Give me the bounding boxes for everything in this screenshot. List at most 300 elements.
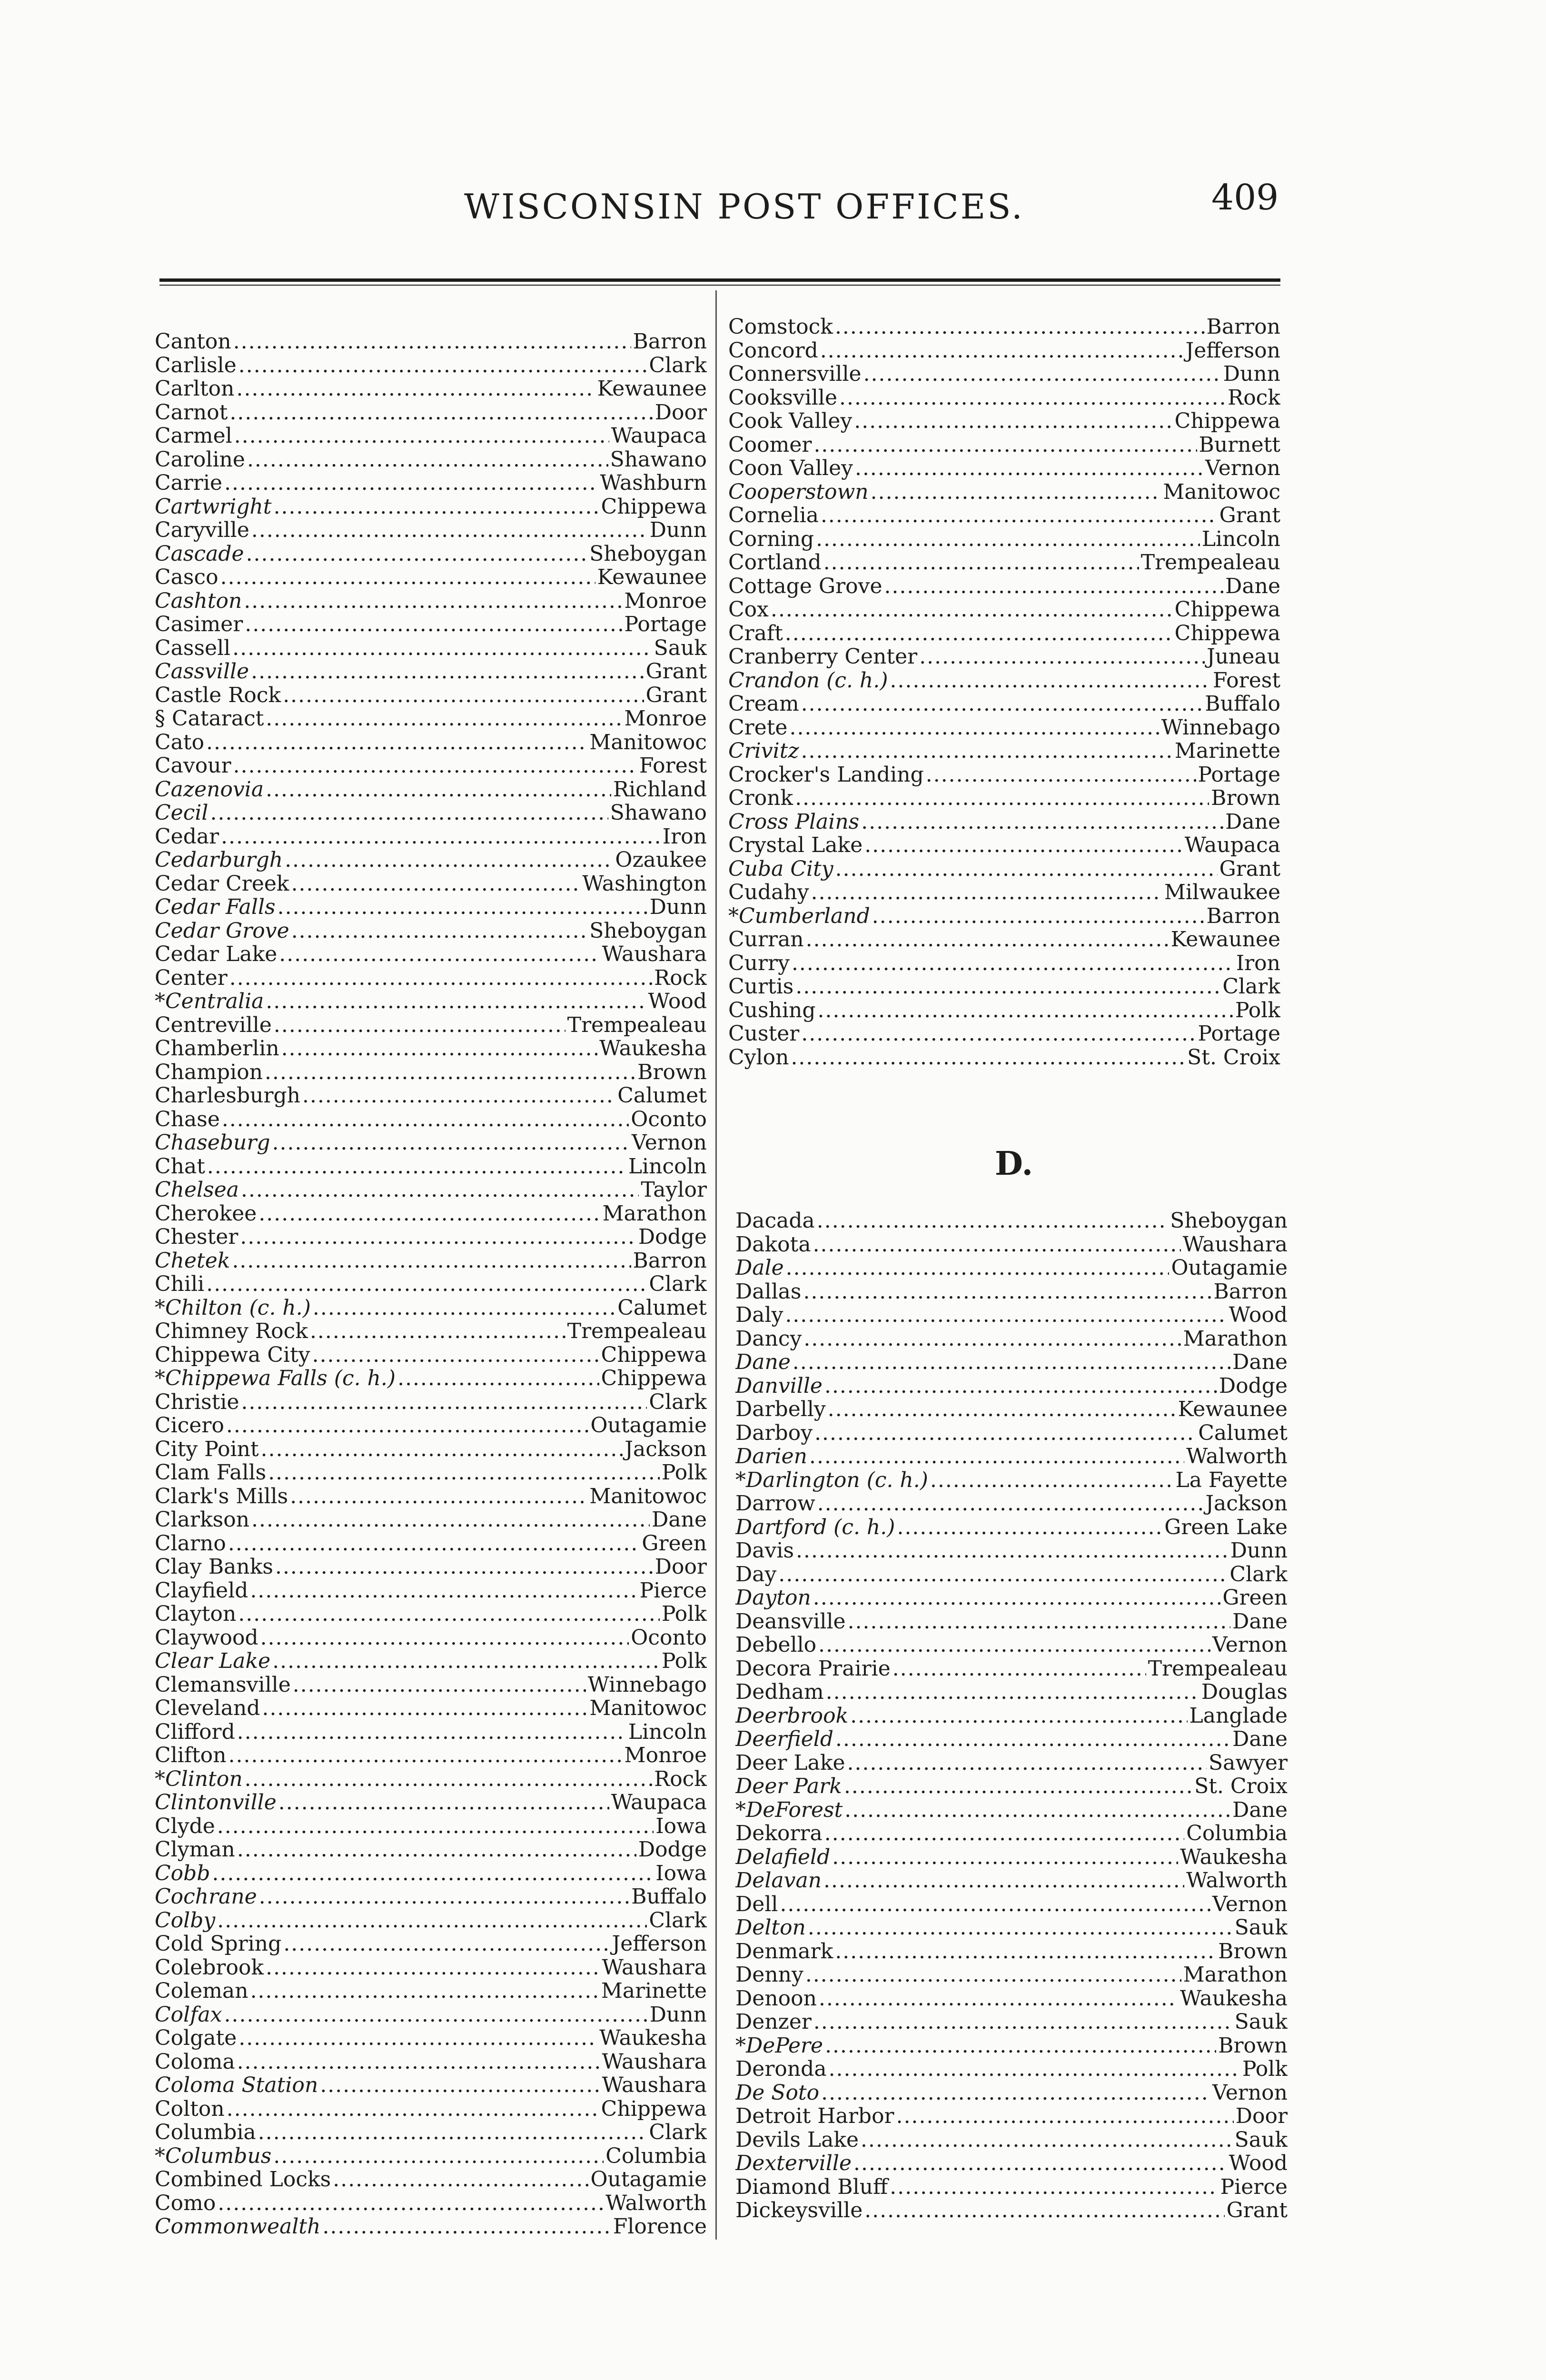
post-office-entry: [155, 1555, 707, 1579]
post-office-name: Chili: [155, 1272, 205, 1296]
right-column-c-entries: [728, 315, 1280, 1069]
post-office-name: Connersville: [728, 362, 862, 386]
county-name: Sheboygan: [1170, 1209, 1288, 1233]
dot-leader: [210, 801, 608, 825]
dot-leader: [814, 1421, 1196, 1445]
post-office-name: Cartwright: [155, 495, 272, 518]
dot-leader: [854, 409, 1172, 433]
post-office-name: Detroit Harbor: [735, 2104, 894, 2128]
post-office-entry: [155, 778, 707, 802]
post-office-entry: [155, 1885, 707, 1909]
county-name: Dodge: [638, 1225, 707, 1249]
dot-leader: [796, 1539, 1229, 1563]
post-office-name: Carlton: [155, 377, 235, 401]
county-name: Dunn: [649, 518, 707, 542]
post-office-entry: [728, 857, 1280, 881]
dot-leader: [828, 1398, 1176, 1421]
post-office-name: Dexterville: [735, 2152, 852, 2175]
dot-leader: [855, 456, 1203, 480]
county-name: Douglas: [1201, 1680, 1288, 1704]
post-office-name: Cicero: [155, 1414, 224, 1438]
post-office-name: Dekorra: [735, 1822, 823, 1845]
post-office-entry: [728, 739, 1280, 763]
post-office-name: Combined Locks: [155, 2168, 331, 2192]
post-office-entry: [728, 598, 1280, 622]
post-office-name: Carlisle: [155, 353, 237, 377]
county-name: Oconto: [631, 1107, 707, 1131]
post-office-entry: [728, 622, 1280, 645]
post-office-entry: [155, 1673, 707, 1697]
post-office-name: Cronk: [728, 786, 793, 810]
post-office-name: Darien: [735, 1445, 807, 1468]
post-office-entry: [155, 448, 707, 472]
post-office-entry: [735, 1398, 1288, 1421]
post-office-entry: [735, 2010, 1288, 2034]
post-office-entry: [155, 1013, 707, 1037]
county-name: Oconto: [631, 1626, 707, 1649]
dot-leader: [805, 1963, 1181, 1987]
dot-leader: [262, 1696, 587, 1720]
dot-leader: [892, 1657, 1146, 1681]
post-office-entry: [735, 1680, 1288, 1704]
county-name: Marathon: [1183, 1963, 1288, 1987]
post-office-name: Carmel: [155, 424, 232, 448]
post-office-entry: [735, 1516, 1288, 1539]
dot-leader: [217, 1815, 654, 1838]
county-name: Dane: [1232, 1609, 1288, 1633]
post-office-name: Dakota: [735, 1232, 811, 1256]
post-office-name: Cortland: [728, 551, 822, 575]
post-office-name: Clifton: [155, 1744, 227, 1767]
dot-leader: [864, 2199, 1224, 2222]
county-name: Dodge: [1219, 1374, 1288, 1398]
post-office-entry: [728, 763, 1280, 787]
post-office-entry: [728, 315, 1280, 339]
post-office-entry: [155, 401, 707, 425]
post-office-entry: [155, 1296, 707, 1320]
county-name: Dunn: [1230, 1539, 1288, 1563]
county-name: Kewaunee: [597, 565, 707, 589]
county-name: Sheboygan: [589, 919, 707, 942]
county-name: Chippewa: [601, 495, 707, 518]
dot-leader: [823, 1869, 1184, 1893]
dot-leader: [232, 636, 652, 660]
county-name: Outagamie: [590, 1414, 707, 1438]
post-office-entry: [155, 1084, 707, 1108]
post-office-entry: [735, 1869, 1288, 1893]
county-name: Waukesha: [1180, 1845, 1288, 1869]
county-name: Clark: [649, 1390, 707, 1414]
post-office-name: Coleman: [155, 1979, 248, 2003]
post-office-name: Daly: [735, 1303, 783, 1327]
county-name: Polk: [1235, 998, 1280, 1022]
post-office-entry: [155, 990, 707, 1013]
post-office-name: Cedar: [155, 824, 219, 848]
dot-leader: [238, 2026, 597, 2050]
post-office-entry: [735, 1798, 1288, 1822]
dot-leader: [265, 1061, 635, 1084]
post-office-name: Cornelia: [728, 504, 819, 527]
post-office-entry: [735, 2104, 1288, 2128]
post-office-name: Colton: [155, 2097, 225, 2121]
post-office-entry: [728, 433, 1280, 457]
county-name: Waushara: [602, 942, 707, 966]
post-office-name: Chester: [155, 1225, 238, 1249]
post-office-entry: [155, 660, 707, 684]
dot-leader: [818, 1633, 1210, 1657]
dot-leader: [266, 990, 646, 1013]
post-office-name: Cylon: [728, 1045, 789, 1069]
post-office-name: Clay Banks: [155, 1555, 273, 1579]
post-office-entry: [735, 1727, 1288, 1751]
post-office-name: Chase: [155, 1107, 220, 1131]
post-office-entry: [728, 480, 1280, 504]
post-office-entry: [155, 1178, 707, 1202]
post-office-entry: [155, 1956, 707, 1980]
dot-leader: [237, 2050, 600, 2074]
county-name: Iron: [662, 824, 707, 848]
post-office-name: Crandon (c. h.): [728, 668, 888, 692]
post-office-name: *Darlington (c. h.): [735, 1468, 928, 1492]
post-office-name: *DeForest: [735, 1798, 843, 1822]
post-office-name: Canton: [155, 330, 231, 354]
dot-leader: [241, 1178, 639, 1202]
county-name: Calumet: [1198, 1421, 1288, 1445]
post-office-name: Clark's Mills: [155, 1484, 288, 1508]
post-office-name: Cross Plains: [728, 810, 860, 833]
post-office-entry: [735, 1633, 1288, 1657]
dot-leader: [261, 1438, 623, 1461]
post-office-entry: [735, 1327, 1288, 1351]
dot-leader: [872, 904, 1205, 928]
dot-leader: [835, 857, 1218, 881]
county-name: Sauk: [654, 636, 707, 660]
post-office-entry: [155, 2003, 707, 2027]
county-name: Pierce: [1220, 2175, 1288, 2199]
county-name: Monroe: [624, 707, 707, 731]
county-name: Dane: [1232, 1798, 1288, 1822]
dot-leader: [241, 1390, 647, 1414]
dot-leader: [789, 716, 1159, 740]
post-office-entry: [155, 1225, 707, 1249]
dot-leader: [212, 1862, 654, 1885]
post-office-name: Claywood: [155, 1626, 258, 1649]
post-office-entry: [735, 1704, 1288, 1728]
county-name: Burnett: [1199, 433, 1280, 456]
post-office-name: Decora Prairie: [735, 1656, 891, 1680]
post-office-entry: [155, 1061, 707, 1084]
post-office-entry: [728, 551, 1280, 575]
post-office-name: Dancy: [735, 1327, 802, 1350]
dot-leader: [313, 1296, 615, 1320]
county-name: Waushara: [602, 2073, 707, 2097]
dot-leader: [850, 1704, 1187, 1728]
post-office-entry: [155, 542, 707, 566]
post-office-entry: [728, 1022, 1280, 1046]
dot-leader: [823, 551, 1139, 575]
dot-leader: [238, 354, 647, 377]
county-name: Calumet: [617, 1084, 707, 1108]
county-name: Jackson: [624, 1437, 707, 1461]
dot-leader: [786, 1256, 1169, 1280]
county-name: Barron: [633, 330, 707, 354]
post-office-entry: [155, 2168, 707, 2192]
dot-leader: [803, 1280, 1211, 1304]
post-office-name: Coomer: [728, 433, 812, 456]
county-name: Chippewa: [601, 2097, 707, 2121]
county-name: Winnebago: [587, 1673, 707, 1696]
post-office-entry: [735, 1468, 1288, 1492]
post-office-name: Casco: [155, 565, 218, 589]
post-office-entry: [155, 1272, 707, 1296]
post-office-name: Colebrook: [155, 1955, 264, 1979]
post-office-name: Clintonville: [155, 1791, 277, 1815]
post-office-entry: [155, 1461, 707, 1485]
county-name: Rock: [654, 1767, 707, 1791]
post-office-name: Curran: [728, 928, 804, 952]
post-office-entry: [735, 1209, 1288, 1233]
post-office-entry: [155, 1414, 707, 1438]
post-office-entry: [155, 1438, 707, 1461]
county-name: Calumet: [617, 1296, 707, 1319]
county-name: Manitowoc: [1163, 480, 1280, 504]
dot-leader: [228, 1532, 640, 1556]
post-office-entry: [728, 810, 1280, 834]
post-office-entry: [735, 1987, 1288, 2011]
dot-leader: [226, 1414, 588, 1438]
post-office-entry: [155, 1579, 707, 1603]
post-office-entry: [735, 1586, 1288, 1610]
post-office-entry: [155, 495, 707, 519]
dot-leader: [813, 433, 1197, 457]
county-name: Brown: [1218, 2033, 1288, 2057]
dot-leader: [283, 1932, 610, 1956]
post-office-name: *DePere: [735, 2033, 823, 2057]
post-office-name: Cox: [728, 598, 769, 622]
post-office-entry: [155, 1649, 707, 1673]
post-office-name: Darboy: [735, 1421, 813, 1445]
dot-leader: [274, 1013, 565, 1037]
dot-leader: [778, 1563, 1228, 1587]
county-name: Marinette: [601, 1979, 707, 2003]
post-office-name: Devils Lake: [735, 2128, 859, 2152]
post-office-name: Clear Lake: [155, 1649, 271, 1673]
county-name: Waupaca: [611, 1791, 707, 1815]
dot-leader: [312, 1343, 599, 1367]
dot-leader: [222, 1108, 629, 1131]
dot-leader: [245, 613, 622, 636]
post-office-name: Commonwealth: [155, 2215, 321, 2239]
post-office-name: Dickeysville: [735, 2199, 863, 2222]
county-name: Jefferson: [612, 1932, 707, 1956]
county-name: Wood: [648, 990, 707, 1013]
dot-leader: [279, 942, 600, 966]
county-name: Chippewa: [1174, 598, 1280, 622]
county-name: Lincoln: [628, 1154, 707, 1178]
post-office-name: Cooksville: [728, 386, 838, 409]
dot-leader: [930, 1468, 1174, 1492]
post-office-name: Castle Rock: [155, 683, 281, 707]
post-office-name: Clarno: [155, 1531, 226, 1555]
dot-leader: [291, 919, 588, 943]
post-office-entry: [735, 1893, 1288, 1916]
post-office-name: Dallas: [735, 1279, 802, 1303]
post-office-entry: [155, 1249, 707, 1273]
post-office-entry: [735, 1233, 1288, 1257]
county-name: Barron: [633, 1249, 707, 1272]
post-office-entry: [728, 952, 1280, 975]
post-office-name: Coloma Station: [155, 2073, 318, 2097]
post-office-entry: [155, 895, 707, 919]
post-office-entry: [155, 2073, 707, 2097]
post-office-entry: [155, 1319, 707, 1343]
county-name: Chippewa: [1174, 621, 1280, 645]
county-name: La Fayette: [1175, 1468, 1288, 1492]
dot-leader: [227, 2097, 599, 2121]
dot-leader: [824, 1374, 1217, 1398]
post-office-name: *Chippewa Falls (c. h.): [155, 1367, 396, 1390]
county-name: Trempealeau: [1140, 551, 1280, 575]
dot-leader: [809, 1445, 1184, 1468]
county-name: Kewaunee: [1178, 1398, 1288, 1421]
post-office-name: Darrow: [735, 1492, 815, 1516]
post-office-entry: [728, 645, 1280, 669]
county-name: Pierce: [639, 1578, 707, 1602]
county-name: Shawano: [610, 447, 707, 471]
dot-leader: [250, 1979, 599, 2003]
post-office-name: Delavan: [735, 1869, 822, 1893]
dot-leader: [237, 1838, 636, 1862]
dot-leader: [291, 872, 581, 896]
county-name: Sauk: [1234, 2010, 1288, 2034]
post-office-entry: [155, 1202, 707, 1226]
post-office-name: Deer Park: [735, 1775, 842, 1798]
county-name: Door: [1235, 2104, 1288, 2128]
dot-leader: [266, 707, 622, 731]
post-office-name: Delafield: [735, 1845, 831, 1869]
post-office-entry: [155, 1838, 707, 1862]
post-office-name: Cassell: [155, 636, 231, 660]
county-name: Monroe: [624, 589, 707, 613]
post-office-entry: [735, 1492, 1288, 1516]
county-name: Outagamie: [1171, 1256, 1288, 1280]
dot-leader: [238, 1602, 660, 1626]
post-office-entry: [155, 518, 707, 542]
dot-leader: [871, 480, 1161, 504]
post-office-entry: [728, 999, 1280, 1022]
county-name: Dane: [1225, 574, 1280, 598]
post-office-entry: [155, 1155, 707, 1179]
dot-leader: [793, 1350, 1230, 1374]
county-name: Juneau: [1207, 645, 1280, 669]
dot-leader: [245, 1767, 652, 1791]
post-office-name: Dayton: [735, 1586, 811, 1610]
post-office-name: Carrie: [155, 471, 223, 495]
post-office-name: Chat: [155, 1154, 205, 1178]
county-name: Portage: [624, 613, 707, 636]
post-office-name: Coloma: [155, 2050, 235, 2073]
county-name: Vernon: [1212, 1892, 1288, 1916]
post-office-entry: [735, 1539, 1288, 1563]
post-office-name: § Cataract: [155, 707, 264, 731]
post-office-entry: [155, 1602, 707, 1626]
county-name: Vernon: [1212, 2081, 1288, 2104]
post-office-entry: [155, 754, 707, 778]
page-title: WISCONSIN POST OFFICES.: [464, 187, 1024, 227]
post-office-name: *Chilton (c. h.): [155, 1296, 311, 1319]
dot-leader: [829, 2057, 1240, 2081]
post-office-name: Crivitz: [728, 739, 799, 763]
dot-leader: [785, 622, 1173, 645]
post-office-entry: [728, 339, 1280, 363]
post-office-entry: [155, 942, 707, 966]
dot-leader: [813, 2010, 1233, 2034]
dot-leader: [217, 1909, 647, 1933]
post-office-entry: [155, 1862, 707, 1885]
dot-leader: [233, 754, 637, 778]
county-name: Grant: [1219, 504, 1280, 527]
dot-leader: [791, 1046, 1185, 1070]
county-name: Grant: [645, 660, 707, 684]
dot-leader: [897, 1516, 1162, 1539]
post-office-name: Deerfield: [735, 1727, 834, 1751]
post-office-name: Cochrane: [155, 1885, 257, 1909]
post-office-name: Cranberry Center: [728, 645, 918, 669]
dot-leader: [237, 377, 595, 401]
county-name: Walworth: [1186, 1869, 1288, 1893]
dot-leader: [821, 2081, 1210, 2105]
post-office-entry: [728, 928, 1280, 952]
dot-leader: [844, 1798, 1230, 1822]
post-office-name: Clyde: [155, 1814, 215, 1838]
county-name: Winnebago: [1161, 715, 1280, 739]
post-office-entry: [155, 2026, 707, 2050]
post-office-name: Deer Lake: [735, 1751, 845, 1775]
dot-leader: [808, 1916, 1233, 1940]
post-office-name: Cedar Falls: [155, 895, 276, 919]
county-name: St. Croix: [1194, 1775, 1288, 1798]
county-name: Dunn: [649, 895, 707, 919]
post-office-name: Day: [735, 1562, 777, 1586]
post-office-name: Carnot: [155, 400, 228, 424]
post-office-entry: [735, 2057, 1288, 2081]
post-office-name: Colgate: [155, 2026, 237, 2050]
post-office-name: Clarkson: [155, 1508, 250, 1532]
county-name: Dunn: [1223, 362, 1280, 386]
county-name: Shawano: [610, 801, 707, 825]
post-office-entry: [735, 1751, 1288, 1775]
county-name: Marathon: [602, 1201, 707, 1225]
county-name: Walworth: [1186, 1445, 1288, 1468]
county-name: Dane: [1232, 1727, 1288, 1751]
post-office-name: Dale: [735, 1256, 784, 1280]
dot-leader: [839, 386, 1226, 410]
dot-leader: [801, 1022, 1196, 1046]
post-office-entry: [155, 2050, 707, 2074]
county-name: St. Croix: [1187, 1045, 1280, 1069]
county-name: Barron: [1206, 315, 1280, 339]
dot-leader: [228, 1744, 623, 1767]
post-office-name: Clayton: [155, 1602, 237, 1626]
post-office-name: Diamond Bluff: [735, 2175, 888, 2199]
post-office-name: Dacada: [735, 1209, 815, 1233]
dot-leader: [247, 448, 608, 472]
post-office-entry: [735, 1350, 1288, 1374]
county-name: Clark: [1222, 975, 1280, 999]
post-office-entry: [728, 527, 1280, 551]
post-office-entry: [735, 2081, 1288, 2105]
dot-leader: [819, 1987, 1178, 2011]
